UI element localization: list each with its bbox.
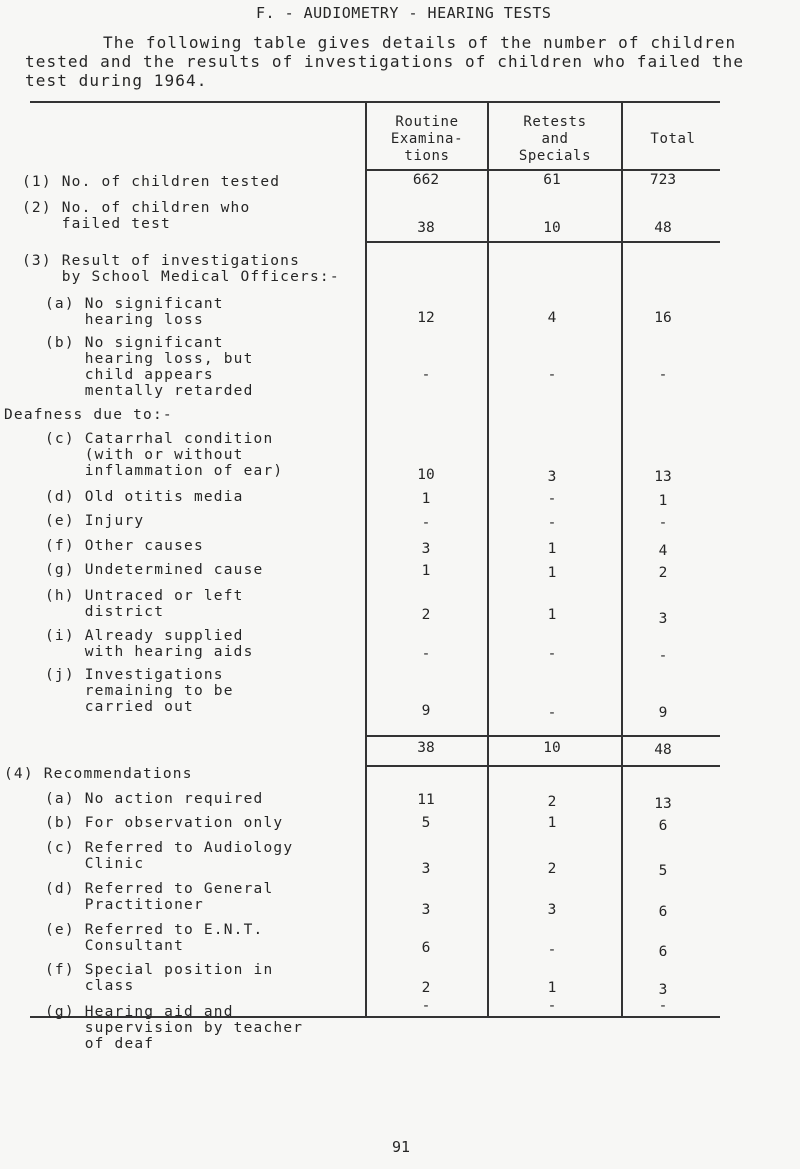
cell-total-observation: 6: [658, 818, 668, 834]
cell-routine-subtotal: 38: [417, 740, 435, 756]
cell-retests-ent: -: [547, 942, 557, 958]
cell-routine-untraced: 2: [421, 607, 431, 623]
cell-routine-mentally-retarded: -: [421, 367, 431, 383]
cell-total-audiology: 5: [658, 863, 668, 879]
cell-routine-failed-test: 38: [417, 220, 435, 236]
cell-routine-old-otitis: 1: [421, 491, 431, 507]
cell-retests-other-causes: 1: [547, 541, 557, 557]
cell-retests-hearing-aids: -: [547, 646, 557, 662]
row-label-observation: (b) For observation only: [45, 815, 284, 831]
cell-total-untraced: 3: [658, 611, 668, 627]
row-label-general-practitioner: (d) Referred to General Practitioner: [45, 881, 274, 913]
cell-total-special-position: 3: [658, 982, 668, 998]
cell-routine-other-causes: 3: [421, 541, 431, 557]
cell-retests-failed-test: 10: [543, 220, 561, 236]
cell-total-old-otitis: 1: [658, 493, 668, 509]
row-label-hearing-aid-supervision: (g) Hearing aid and supervision by teacher of deaf: [45, 1004, 304, 1052]
cell-retests-old-otitis: -: [547, 491, 557, 507]
row-label-recommendations: (4) Recommendations: [4, 766, 193, 782]
row-label-children-tested: (1) No. of children tested: [22, 174, 281, 190]
cell-total-undetermined: 2: [658, 565, 668, 581]
row-label-old-otitis-media: (d) Old otitis media: [45, 489, 244, 505]
row-label-no-significant-loss: (a) No significant hearing loss: [45, 296, 224, 328]
cell-routine-investigations-remaining: 9: [421, 703, 431, 719]
cell-retests-hearing-aid-supervision: -: [547, 998, 557, 1014]
cell-routine-audiology: 3: [421, 861, 431, 877]
cell-total-hearing-aids: -: [658, 648, 668, 664]
row-label-investigations-remaining: (j) Investigations remaining to be carried out: [45, 667, 234, 715]
cell-retests-catarrhal: 3: [547, 469, 557, 485]
cell-retests-no-significant-loss: 4: [547, 310, 557, 326]
cell-retests-no-action: 2: [547, 794, 557, 810]
cell-retests-mentally-retarded: -: [547, 367, 557, 383]
cell-routine-hearing-aid-supervision: -: [421, 998, 431, 1014]
row-label-untraced: (h) Untraced or left district: [45, 588, 244, 620]
cell-total-general-practitioner: 6: [658, 904, 668, 920]
page-heading: F. - AUDIOMETRY - HEARING TESTS: [256, 4, 552, 22]
row-label-catarrhal: (c) Catarrhal condition (with or without inflammation of ear): [45, 431, 284, 479]
cell-retests-undetermined: 1: [547, 565, 557, 581]
row-label-mentally-retarded: (b) No significant hearing loss, but child appears mentally retarded: [45, 335, 254, 399]
cell-retests-untraced: 1: [547, 607, 557, 623]
rule-before-subtotal: [365, 735, 720, 737]
row-label-undetermined: (g) Undetermined cause: [45, 562, 264, 578]
column-header-routine: Routine Examina- tions: [390, 114, 464, 164]
row-label-ent-consultant: (e) Referred to E.N.T. Consultant: [45, 922, 264, 954]
cell-retests-audiology: 2: [547, 861, 557, 877]
row-label-special-position: (f) Special position in class: [45, 962, 274, 994]
cell-retests-injury: -: [547, 515, 557, 531]
column-header-retests: Retests and Specials: [518, 114, 592, 164]
cell-retests-children-tested: 61: [543, 172, 561, 188]
cell-retests-investigations-remaining: -: [547, 705, 557, 721]
cell-total-ent: 6: [658, 944, 668, 960]
cell-routine-observation: 5: [421, 815, 431, 831]
cell-total-mentally-retarded: -: [658, 367, 668, 383]
row-label-deafness-due-to: Deafness due to:-: [4, 407, 173, 423]
cell-routine-undetermined: 1: [421, 563, 431, 579]
cell-routine-special-position: 2: [421, 980, 431, 996]
cell-total-failed-test: 48: [654, 220, 672, 236]
rule-after-failed: [365, 241, 720, 243]
cell-retests-special-position: 1: [547, 980, 557, 996]
cell-routine-no-significant-loss: 12: [417, 310, 435, 326]
cell-total-subtotal: 48: [654, 742, 672, 758]
cell-routine-injury: -: [421, 515, 431, 531]
rule-after-subtotal: [365, 765, 720, 767]
row-label-failed-test: (2) No. of children who failed test: [22, 200, 251, 232]
cell-retests-subtotal: 10: [543, 740, 561, 756]
intro-line-1: The following table gives details of the number of children: [103, 33, 737, 52]
row-label-investigations: (3) Result of investigations by School Medical Officers:-: [22, 253, 340, 285]
cell-routine-children-tested: 662: [412, 172, 440, 188]
intro-line-3: test during 1964.: [25, 71, 208, 90]
column-header-total: Total: [650, 131, 696, 147]
row-label-other-causes: (f) Other causes: [45, 538, 204, 554]
cell-retests-observation: 1: [547, 815, 557, 831]
row-label-audiology-clinic: (c) Referred to Audiology Clinic: [45, 840, 294, 872]
header-bottom-rule: [365, 169, 720, 171]
cell-total-other-causes: 4: [658, 543, 668, 559]
row-label-no-action: (a) No action required: [45, 791, 264, 807]
page-number: 91: [392, 1138, 411, 1156]
cell-total-injury: -: [658, 515, 668, 531]
cell-total-children-tested: 723: [649, 172, 677, 188]
cell-routine-general-practitioner: 3: [421, 902, 431, 918]
cell-total-hearing-aid-supervision: -: [658, 998, 668, 1014]
intro-line-2: tested and the results of investigations of children who failed the: [25, 52, 745, 71]
cell-total-catarrhal: 13: [654, 469, 672, 485]
cell-retests-general-practitioner: 3: [547, 902, 557, 918]
table-top-rule: [30, 101, 720, 103]
cell-routine-no-action: 11: [417, 792, 435, 808]
row-label-hearing-aids: (i) Already supplied with hearing aids: [45, 628, 254, 660]
cell-routine-ent: 6: [421, 940, 431, 956]
cell-total-no-action: 13: [654, 796, 672, 812]
row-label-injury: (e) Injury: [45, 513, 145, 529]
cell-total-no-significant-loss: 16: [654, 310, 672, 326]
cell-routine-catarrhal: 10: [417, 467, 435, 483]
cell-routine-hearing-aids: -: [421, 646, 431, 662]
cell-total-investigations-remaining: 9: [658, 705, 668, 721]
